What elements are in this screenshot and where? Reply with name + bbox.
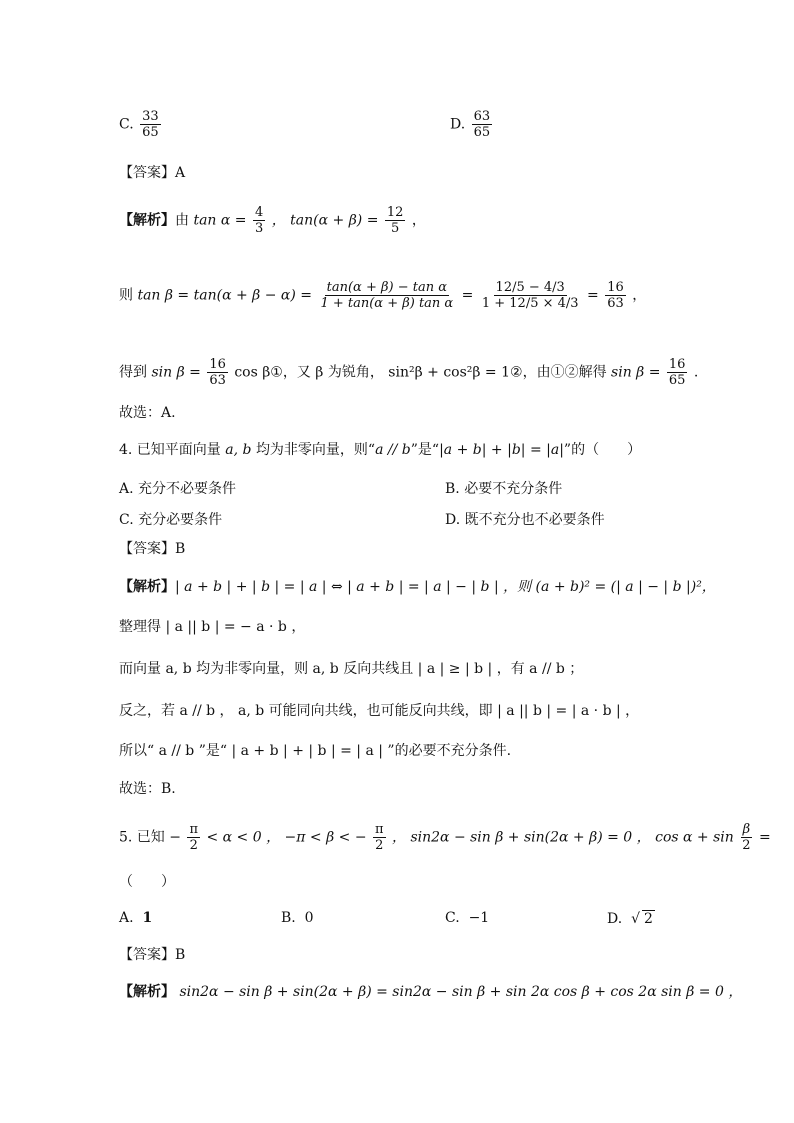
analysis-text: 由 <box>175 212 189 229</box>
math-expression: sin2α − sin β + sin(2α + β) = sin2α − sin β + sin 2α cos β + cos 2α sin β = 0 ， <box>179 984 743 1000</box>
fraction-denominator: 3 <box>254 221 264 236</box>
fraction-numerator: 12/5 − 4/3 <box>495 280 565 295</box>
math-expression: tan β = tan(α + β − α) = <box>137 287 312 304</box>
q4-option-b: B. 必要不充分条件 <box>445 481 563 497</box>
math-vectors: a, b <box>225 442 252 458</box>
fraction-denominator: 1 + 12/5 × 4/3 <box>481 296 579 311</box>
fraction-denominator: 2 <box>189 838 198 853</box>
math-fraction <box>373 822 386 853</box>
option-label: A. <box>119 910 134 926</box>
prev-conclusion: 故选：A. <box>119 405 176 421</box>
q4-stem <box>119 441 641 459</box>
q4-stem-text: ”的（ ） <box>563 442 642 458</box>
option-c <box>119 109 163 140</box>
q5-paren: （ ） <box>119 874 175 890</box>
option-d-label: D. <box>450 116 466 133</box>
option-d <box>450 109 494 140</box>
analysis-tag: 【解析】 <box>119 212 175 229</box>
math-condition: a // b <box>375 442 411 458</box>
fraction-denominator: 5 <box>391 221 400 236</box>
fraction-numerator: 63 <box>473 109 491 124</box>
math-fraction <box>480 280 581 311</box>
q5-analysis-line-1 <box>119 983 742 1001</box>
sqrt-sign-icon: √ <box>631 911 641 927</box>
math-fraction <box>318 280 455 311</box>
q4-stem-text: 4. 已知平面向量 <box>119 442 221 458</box>
fraction-numerator: π <box>189 822 198 837</box>
math-fraction <box>187 822 200 853</box>
equals-sign: = <box>461 287 474 304</box>
math-fraction <box>667 357 688 388</box>
punctuation: . <box>693 364 699 381</box>
option-value: 0 <box>304 910 314 926</box>
prev-analysis-line-3 <box>119 357 698 388</box>
fraction-numerator: 33 <box>142 109 159 124</box>
fraction-denominator: 1 + tan(α + β) tan α <box>320 296 454 311</box>
q4-analysis-line-1 <box>119 578 716 596</box>
option-value: 2 <box>644 911 653 927</box>
option-label: C. <box>445 910 460 926</box>
fraction-denominator: 2 <box>742 838 751 853</box>
math-condition: |a + b| + |b| = |a| <box>439 442 564 458</box>
math-expression: ， tan(α + β) = <box>271 212 379 229</box>
math-expression: < α < 0 ， −π < β < − <box>206 829 367 846</box>
equals-sign: = <box>758 829 771 846</box>
math-expression: sin β = <box>611 364 661 381</box>
math-expression: | a + b | + | b | = | a | ⇔ | a + b | = | a | − | b | ，则 (a + b)² = (| a | − | b |)²， <box>175 579 716 595</box>
math-fraction <box>385 205 406 236</box>
option-c-label: C. <box>119 116 134 133</box>
q4-analysis-line-5: 所以“ a // b ”是“ | a + b | + | b | = | a | ”的必要不充分条件. <box>119 743 512 759</box>
math-fraction <box>207 357 228 388</box>
q5-stem-text: 5. 已知 − <box>119 829 181 846</box>
prev-answer: 【答案】A <box>119 165 186 181</box>
fraction-denominator: 63 <box>607 296 624 311</box>
fraction-numerator: 16 <box>209 357 226 372</box>
q5-option-c <box>445 910 489 926</box>
fraction-numerator: tan(α + β) − tan α <box>326 280 447 295</box>
q5-stem <box>119 822 771 853</box>
q4-analysis-line-3: 而向量 a, b 均为非零向量，则 a, b 反向共线且 | a | ≥ | b | ，有 a // b ； <box>119 661 584 677</box>
fraction-numerator: 16 <box>668 357 686 372</box>
fraction-denominator: 65 <box>668 373 686 388</box>
analysis-text: 得到 <box>119 364 147 381</box>
option-d-fraction <box>472 109 493 140</box>
q4-option-d: D. 既不充分也不必要条件 <box>445 512 605 528</box>
analysis-tag: 【解析】 <box>119 984 175 1000</box>
analysis-text: 则 <box>119 287 133 304</box>
fraction-numerator: π <box>375 822 384 837</box>
q5-option-d <box>607 910 655 927</box>
option-label: B. <box>281 910 296 926</box>
fraction-denominator: 2 <box>375 838 384 853</box>
q4-option-a: A. 充分不必要条件 <box>119 481 237 497</box>
math-fraction <box>740 822 752 853</box>
math-expression: ， sin2α − sin β + sin(2α + β) = 0 ， cos α + sin <box>392 829 734 846</box>
math-fraction <box>605 280 626 311</box>
punctuation: ， <box>411 212 426 229</box>
math-expression: sin β = <box>151 364 201 381</box>
option-label: D. <box>607 911 623 927</box>
analysis-text: cos β①，又 β 为锐角， sin²β + cos²β = 1②，由①②解得 <box>234 364 607 381</box>
math-fraction <box>253 205 265 236</box>
q4-conclusion: 故选：B. <box>119 781 176 797</box>
option-value: −1 <box>468 910 490 926</box>
q4-answer: 【答案】B <box>119 541 186 557</box>
fraction-numerator: 4 <box>254 205 264 220</box>
q5-option-a <box>119 910 152 926</box>
prev-analysis-line-2 <box>119 280 646 311</box>
q4-option-c: C. 充分必要条件 <box>119 512 223 528</box>
equals-sign: = <box>587 287 599 304</box>
punctuation: ， <box>632 287 647 304</box>
fraction-denominator: 65 <box>473 125 491 140</box>
option-value: 1 <box>142 910 153 926</box>
q4-stem-text: ”是“ <box>410 442 440 458</box>
q4-stem-text: 均为非零向量，则“ <box>255 442 376 458</box>
prev-analysis-line-1 <box>119 205 426 236</box>
math-expression: tan α = <box>193 212 247 229</box>
q5-option-b <box>281 910 314 926</box>
fraction-denominator: 65 <box>142 125 159 140</box>
fraction-denominator: 63 <box>209 373 226 388</box>
fraction-numerator: 12 <box>386 205 404 220</box>
option-c-fraction <box>140 109 161 140</box>
analysis-tag: 【解析】 <box>119 579 175 595</box>
q4-analysis-line-2: 整理得 | a || b | = − a · b ， <box>119 619 306 635</box>
fraction-numerator: β <box>742 822 751 837</box>
fraction-numerator: 16 <box>607 280 624 295</box>
q5-answer: 【答案】B <box>119 947 186 963</box>
q4-analysis-line-4: 反之，若 a // b ， a, b 可能同向共线，也可能反向共线，即 | a || b | = | a · b | ， <box>119 703 640 719</box>
